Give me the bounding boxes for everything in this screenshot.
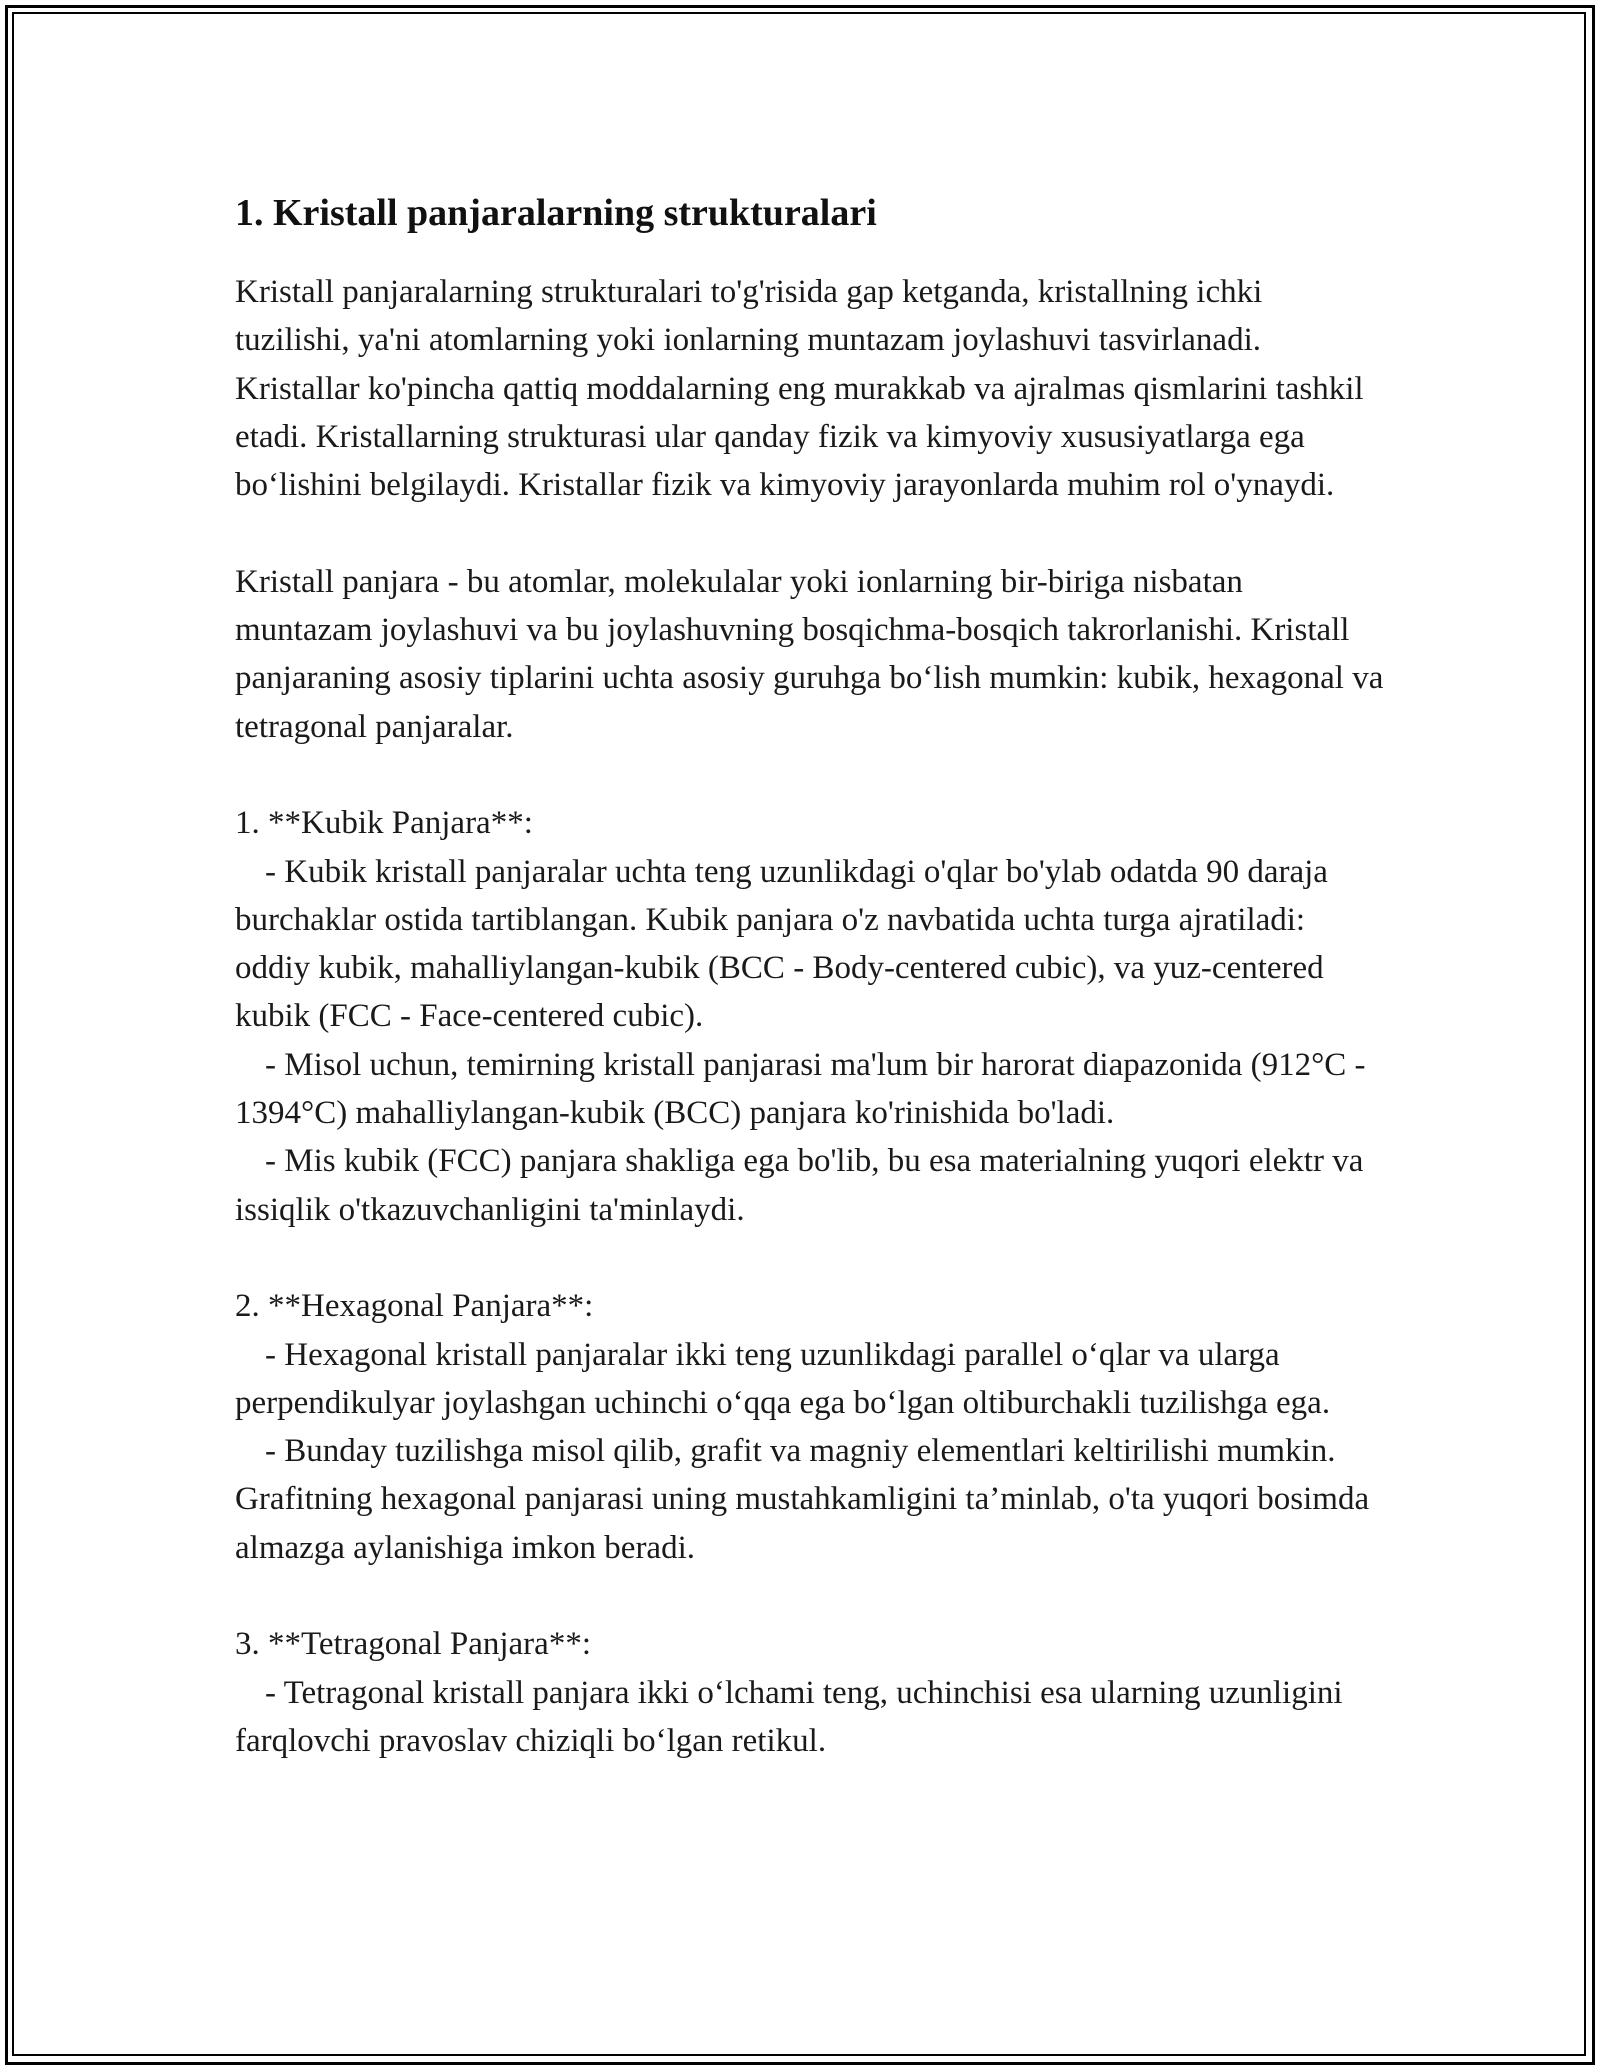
- section-item: - Kubik kristall panjaralar uchta teng uzunlikdagi o'qlar bo'ylab odatda 90 daraja burchaklar ostida tartiblangan. Kubik panjara o'z navbatida uchta turga ajratiladi: oddiy kubik, mahalliylangan-kubik (BCC - Body-centered cubic), va yuz-centered kubik (FCC - Face-centered cubic).: [235, 853, 1328, 1035]
- paragraph-spacer: [235, 1572, 1385, 1620]
- intro-paragraph: Kristall panjaralarning strukturalari to'g'risida gap ketganda, kristallning ichki tuzilishi, ya'ni atomlarning yoki ionlarning muntazam joylashuvi tasvirlanadi. Kristallar ko'pincha qattiq moddalarning eng murakkab va ajralmas qismlarini tashkil etadi. Kristallarning strukturasi ular qanday fizik va kimyoviy xususiyatlarga ega boʻlishini belgilaydi. Kristallar fizik va kimyoviy jarayonlarda muhim rol o'ynaydi.: [235, 274, 1372, 504]
- section-hexagonal: [235, 1282, 1385, 1572]
- document-heading: 1. Kristall panjaralarning strukturalari: [235, 192, 877, 234]
- paragraph-spacer: [235, 1234, 1385, 1282]
- section-item: - Bunday tuzilishga misol qilib, grafit va magniy elementlari keltirilishi mumkin. Grafitning hexagonal panjarasi uning mustahkamligini ta’minlab, o'ta yuqori bosimda almazga aylanishiga imkon beradi.: [235, 1433, 1370, 1566]
- intro-paragraph: Kristall panjara - bu atomlar, molekulalar yoki ionlarning bir-biriga nisbatan muntazam joylashuvi va bu joylashuvning bosqichma-bosqich takrorlanishi. Kristall panjaraning asosiy tiplarini uchta asosiy guruhga boʻlish mumkin: kubik, hexagonal va tetragonal panjaralar.: [235, 563, 1392, 745]
- paragraph-spacer: [235, 751, 1385, 799]
- section-tetragonal: [235, 1620, 1385, 1765]
- section-item: - Hexagonal kristall panjaralar ikki teng uzunlikdagi parallel oʻqlar va ularga perpendikulyar joylashgan uchinchi oʻqqa ega boʻlgan oltiburchakli tuzilishga ega.: [235, 1336, 1331, 1421]
- section-item: - Tetragonal kristall panjara ikki oʻlchami teng, uchinchisi esa ularning uzunligini farqlovchi pravoslav chiziqli boʻlgan retikul.: [235, 1674, 1343, 1759]
- paragraph-spacer: [235, 509, 1385, 557]
- section-item: - Mis kubik (FCC) panjara shakliga ega bo'lib, bu esa materialning yuqori elektr va issiqlik o'tkazuvchanligini ta'minlaydi.: [235, 1143, 1364, 1228]
- section-item: - Misol uchun, temirning kristall panjarasi ma'lum bir harorat diapazonida (912°C - 1394°C) mahalliylangan-kubik (BCC) panjara ko'rinishida bo'ladi.: [235, 1046, 1366, 1132]
- section-title: 2. **Hexagonal Panjara**:: [235, 1288, 594, 1325]
- section-cubic: [235, 799, 1385, 1234]
- section-title: 3. **Tetragonal Panjara**:: [235, 1626, 591, 1663]
- section-title: 1. **Kubik Panjara**:: [235, 805, 533, 842]
- document-body: [235, 190, 1392, 1765]
